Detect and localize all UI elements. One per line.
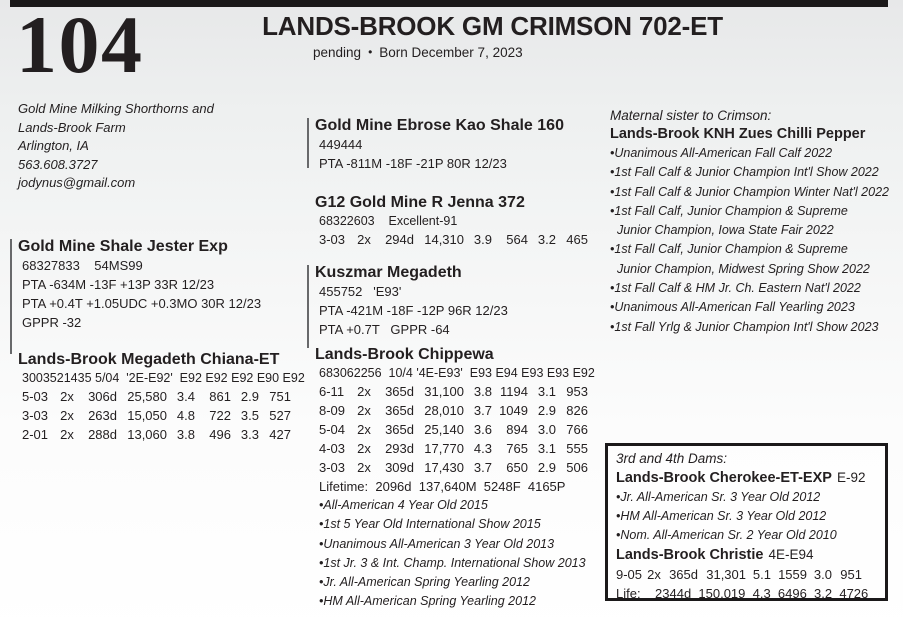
pedigree-data-line: PTA -634M -13F +13P 33R 12/23 (22, 277, 215, 292)
data-cell: 751 (269, 389, 291, 404)
animal-name: Gold Mine Ebrose Kao Shale 160 (315, 117, 564, 134)
data-cell: 2x (60, 427, 74, 442)
data-cell: 3.6 (473, 422, 492, 437)
data-cell: 5-03 (22, 389, 49, 404)
data-cell: 3-03 (22, 408, 49, 423)
data-cell: 13,060 (127, 427, 167, 442)
animal-name: Kuszmar Megadeth (315, 264, 462, 281)
data-cell: 1049 (499, 403, 528, 418)
award-line: •HM All-American Sr. 3 Year Old 2012 (616, 509, 827, 523)
data-cell: 3.1 (537, 384, 556, 399)
data-cell: 4.8 (176, 408, 195, 423)
lifetime-totals: Life: 2344d 150,019 4.3 6496 3.2 4726 (616, 586, 869, 601)
data-cell: 3.9 (473, 232, 492, 247)
lactation-table (315, 382, 595, 477)
pedigree-data-lines (315, 282, 508, 339)
birth-info (313, 45, 523, 60)
pedigree-section-chiana (18, 351, 305, 444)
lactation-row (319, 401, 595, 420)
data-cell: 3-03 (319, 460, 346, 475)
data-cell: 31,301 (706, 567, 746, 582)
data-cell: 861 (209, 389, 231, 404)
page-header (180, 11, 805, 42)
pedigree-data-line: PTA -421M -18F -12P 96R 12/23 (319, 303, 508, 318)
lactation-row (319, 458, 595, 477)
lactation-row (319, 420, 595, 439)
animal-name: G12 Gold Mine R Jenna 372 (315, 194, 525, 211)
data-cell: 506 (566, 460, 588, 475)
data-cell: 650 (506, 460, 528, 475)
breeder-line: Lands-Brook Farm (18, 119, 126, 135)
lactation-row (319, 439, 595, 458)
award-line: •1st Fall Yrlg & Junior Champion Int'l Show 2023 (610, 319, 879, 334)
data-cell: 2x (357, 232, 371, 247)
award-line: •Unanimous All-American Fall Calf 2022 (610, 146, 833, 160)
animal-name: Lands-Brook Megadeth Chiana-ET (18, 351, 280, 368)
award-line: •1st 5 Year Old International Show 2015 (319, 517, 541, 532)
bullet-separator: • (368, 45, 373, 59)
registration-line: 68322603 Excellent-91 (319, 214, 458, 228)
data-cell: 365d (385, 422, 414, 437)
data-cell: 293d (385, 441, 414, 456)
data-cell: 309d (385, 460, 414, 475)
breeder-line: jodynus@gmail.com (18, 175, 136, 191)
lot-number: 104 (16, 0, 144, 90)
data-cell: 6-11 (319, 384, 345, 399)
data-cell: 15,050 (127, 408, 167, 423)
data-cell: 306d (88, 389, 117, 404)
data-cell: 951 (840, 567, 862, 582)
lactation-row (319, 230, 588, 249)
lactation-row (616, 565, 877, 584)
data-cell: 527 (269, 408, 291, 423)
pedigree-section-ebrose (315, 117, 564, 173)
pedigree-section-kuszmar (315, 264, 508, 339)
lactation-table (616, 565, 877, 584)
animal-name: Lands-Brook Cherokee-ET-EXP (616, 470, 832, 486)
breeder-line: 563.608.3727 (18, 156, 98, 172)
awards-list (315, 496, 595, 612)
data-cell: 14,310 (424, 232, 464, 247)
data-cell: 2x (357, 403, 371, 418)
award-line: Junior Champion, Iowa State Fair 2022 (610, 223, 834, 238)
data-cell: 465 (566, 232, 588, 247)
award-line: •Jr. All-American Sr. 3 Year Old 2012 (616, 490, 821, 504)
data-cell: 365d (385, 403, 414, 418)
data-cell: 3.5 (240, 408, 259, 423)
pedigree-data-line: GPPR -32 (22, 315, 82, 330)
pedigree-section-jenna (315, 194, 588, 249)
data-cell: 5.1 (752, 567, 771, 582)
data-cell: 3.7 (473, 460, 492, 475)
data-cell: 3.2 (537, 232, 556, 247)
data-cell: 3.3 (240, 427, 259, 442)
award-line: •1st Fall Calf & Junior Champion Int'l Show 2022 (610, 165, 879, 180)
pedigree-data-lines (315, 135, 564, 173)
data-cell: 953 (566, 384, 588, 399)
breeder-info (18, 100, 214, 193)
data-cell: 564 (506, 232, 528, 247)
data-cell: 365d (669, 567, 698, 582)
awards-list (616, 488, 877, 545)
data-cell: 5-04 (319, 422, 346, 437)
lactation-row (319, 382, 595, 401)
award-line: •1st Fall Calf & HM Jr. Ch. Eastern Nat'l 2022 (610, 281, 861, 296)
lactation-row (22, 406, 305, 425)
animal-name: Lands-Brook KNH Zues Chilli Pepper (610, 126, 866, 142)
data-cell: 3.7 (473, 403, 492, 418)
award-line: •Nom. All-American Sr. 2 Year Old 2010 (616, 528, 837, 542)
data-cell: 765 (506, 441, 528, 456)
breeder-line: Gold Mine Milking Shorthorns and (18, 101, 214, 116)
data-cell: 2x (60, 389, 74, 404)
award-line: •Unanimous All-American Fall Yearling 2023 (610, 300, 855, 315)
data-cell: 2x (60, 408, 74, 423)
maternal-sister-label: Maternal sister to Crimson: (610, 108, 772, 123)
pedigree-rule-mid-bottom (307, 265, 309, 348)
data-cell: 28,010 (424, 403, 464, 418)
data-cell: 1194 (500, 384, 528, 399)
award-line: •All-American 4 Year Old 2015 (319, 498, 488, 512)
maternal-sister-section (610, 106, 902, 337)
classification-score: 4E-E94 (768, 547, 814, 562)
data-cell: 9-05 (616, 567, 643, 582)
lactation-table (18, 387, 305, 444)
data-cell: 3.0 (537, 422, 556, 437)
data-cell: 8-09 (319, 403, 346, 418)
data-cell: 2.9 (537, 403, 556, 418)
dam4-name-line (616, 545, 877, 565)
pedigree-data-line: 68327833 54MS99 (22, 258, 143, 273)
data-cell: 288d (88, 427, 117, 442)
award-line: •1st Fall Calf & Junior Champion Winter Nat'l 2022 (610, 184, 889, 199)
pedigree-section-chippewa (315, 346, 595, 612)
data-cell: 496 (209, 427, 231, 442)
data-cell: 3-03 (319, 232, 346, 247)
data-cell: 263d (88, 408, 117, 423)
animal-title: LANDS-BROOK GM CRIMSON 702-ET (262, 11, 723, 41)
lactation-table (315, 230, 588, 249)
data-cell: 3.4 (176, 389, 195, 404)
data-cell: 2x (357, 441, 371, 456)
dams-box (605, 443, 888, 601)
data-cell: 3.0 (813, 567, 832, 582)
data-cell: 2.9 (240, 389, 259, 404)
born-date: Born December 7, 2023 (379, 45, 523, 60)
data-cell: 4.3 (473, 441, 492, 456)
lactation-row (22, 425, 305, 444)
data-cell: 3.1 (537, 441, 556, 456)
data-cell: 2-01 (22, 427, 49, 442)
award-line: •1st Fall Calf, Junior Champion & Supreme (610, 203, 848, 218)
classification-score: E-92 (836, 470, 866, 485)
data-cell: 2x (647, 567, 661, 582)
dam3-name-line (616, 468, 877, 488)
registration-line: 3003521435 5/04 '2E-E92' E92 E92 E92 E90 E92 (22, 371, 305, 385)
status-text: pending (313, 45, 362, 60)
award-line: •Unanimous All-American 3 Year Old 2013 (319, 536, 555, 551)
pedigree-rule-left (10, 239, 12, 354)
pedigree-rule-mid-top (307, 118, 309, 168)
data-cell: 25,580 (127, 389, 167, 404)
data-cell: 1559 (778, 567, 807, 582)
award-line: •Jr. All-American Spring Yearling 2012 (319, 575, 530, 590)
data-cell: 894 (506, 422, 528, 437)
data-cell: 826 (566, 403, 588, 418)
pedigree-data-line: 455752 'E93' (319, 284, 402, 299)
data-cell: 2x (357, 384, 371, 399)
breeder-line: Arlington, IA (18, 138, 89, 154)
lifetime-totals: Lifetime: 2096d 137,640M 5248F 4165P (319, 479, 566, 494)
data-cell: 365d (385, 384, 414, 399)
award-line: •1st Jr. 3 & Int. Champ. International Show 2013 (319, 555, 586, 570)
data-cell: 17,770 (424, 441, 464, 456)
data-cell: 766 (566, 422, 588, 437)
data-cell: 722 (209, 408, 231, 423)
pedigree-data-line: PTA +0.4T +1.05UDC +0.3MO 30R 12/23 (22, 296, 262, 311)
pedigree-data-line: PTA -811M -18F -21P 80R 12/23 (319, 156, 507, 171)
pedigree-data-lines (18, 256, 261, 332)
award-line: •HM All-American Spring Yearling 2012 (319, 594, 536, 609)
data-cell: 555 (566, 441, 588, 456)
animal-name: Lands-Brook Christie (616, 547, 764, 563)
award-line: Junior Champion, Midwest Spring Show 2022 (610, 261, 870, 276)
award-line: •1st Fall Calf, Junior Champion & Supreme (610, 242, 848, 257)
animal-name: Gold Mine Shale Jester Exp (18, 238, 228, 255)
lactation-row (22, 387, 305, 406)
data-cell: 2.9 (537, 460, 556, 475)
data-cell: 17,430 (424, 460, 464, 475)
dams-box-label: 3rd and 4th Dams: (616, 451, 728, 466)
pedigree-data-line: PTA +0.7T GPPR -64 (319, 322, 450, 337)
awards-list (610, 144, 902, 337)
pedigree-section-jester (18, 238, 261, 332)
registration-line: 683062256 10/4 '4E-E93' E93 E94 E93 E93 E92 (319, 366, 595, 380)
data-cell: 2x (357, 460, 371, 475)
data-cell: 2x (357, 422, 371, 437)
data-cell: 4-03 (319, 441, 346, 456)
data-cell: 294d (385, 232, 414, 247)
pedigree-data-line: 449444 (319, 137, 363, 152)
data-cell: 25,140 (424, 422, 464, 437)
animal-name: Lands-Brook Chippewa (315, 346, 494, 363)
data-cell: 31,100 (424, 384, 464, 399)
data-cell: 427 (269, 427, 291, 442)
data-cell: 3.8 (473, 384, 492, 399)
data-cell: 3.8 (176, 427, 195, 442)
